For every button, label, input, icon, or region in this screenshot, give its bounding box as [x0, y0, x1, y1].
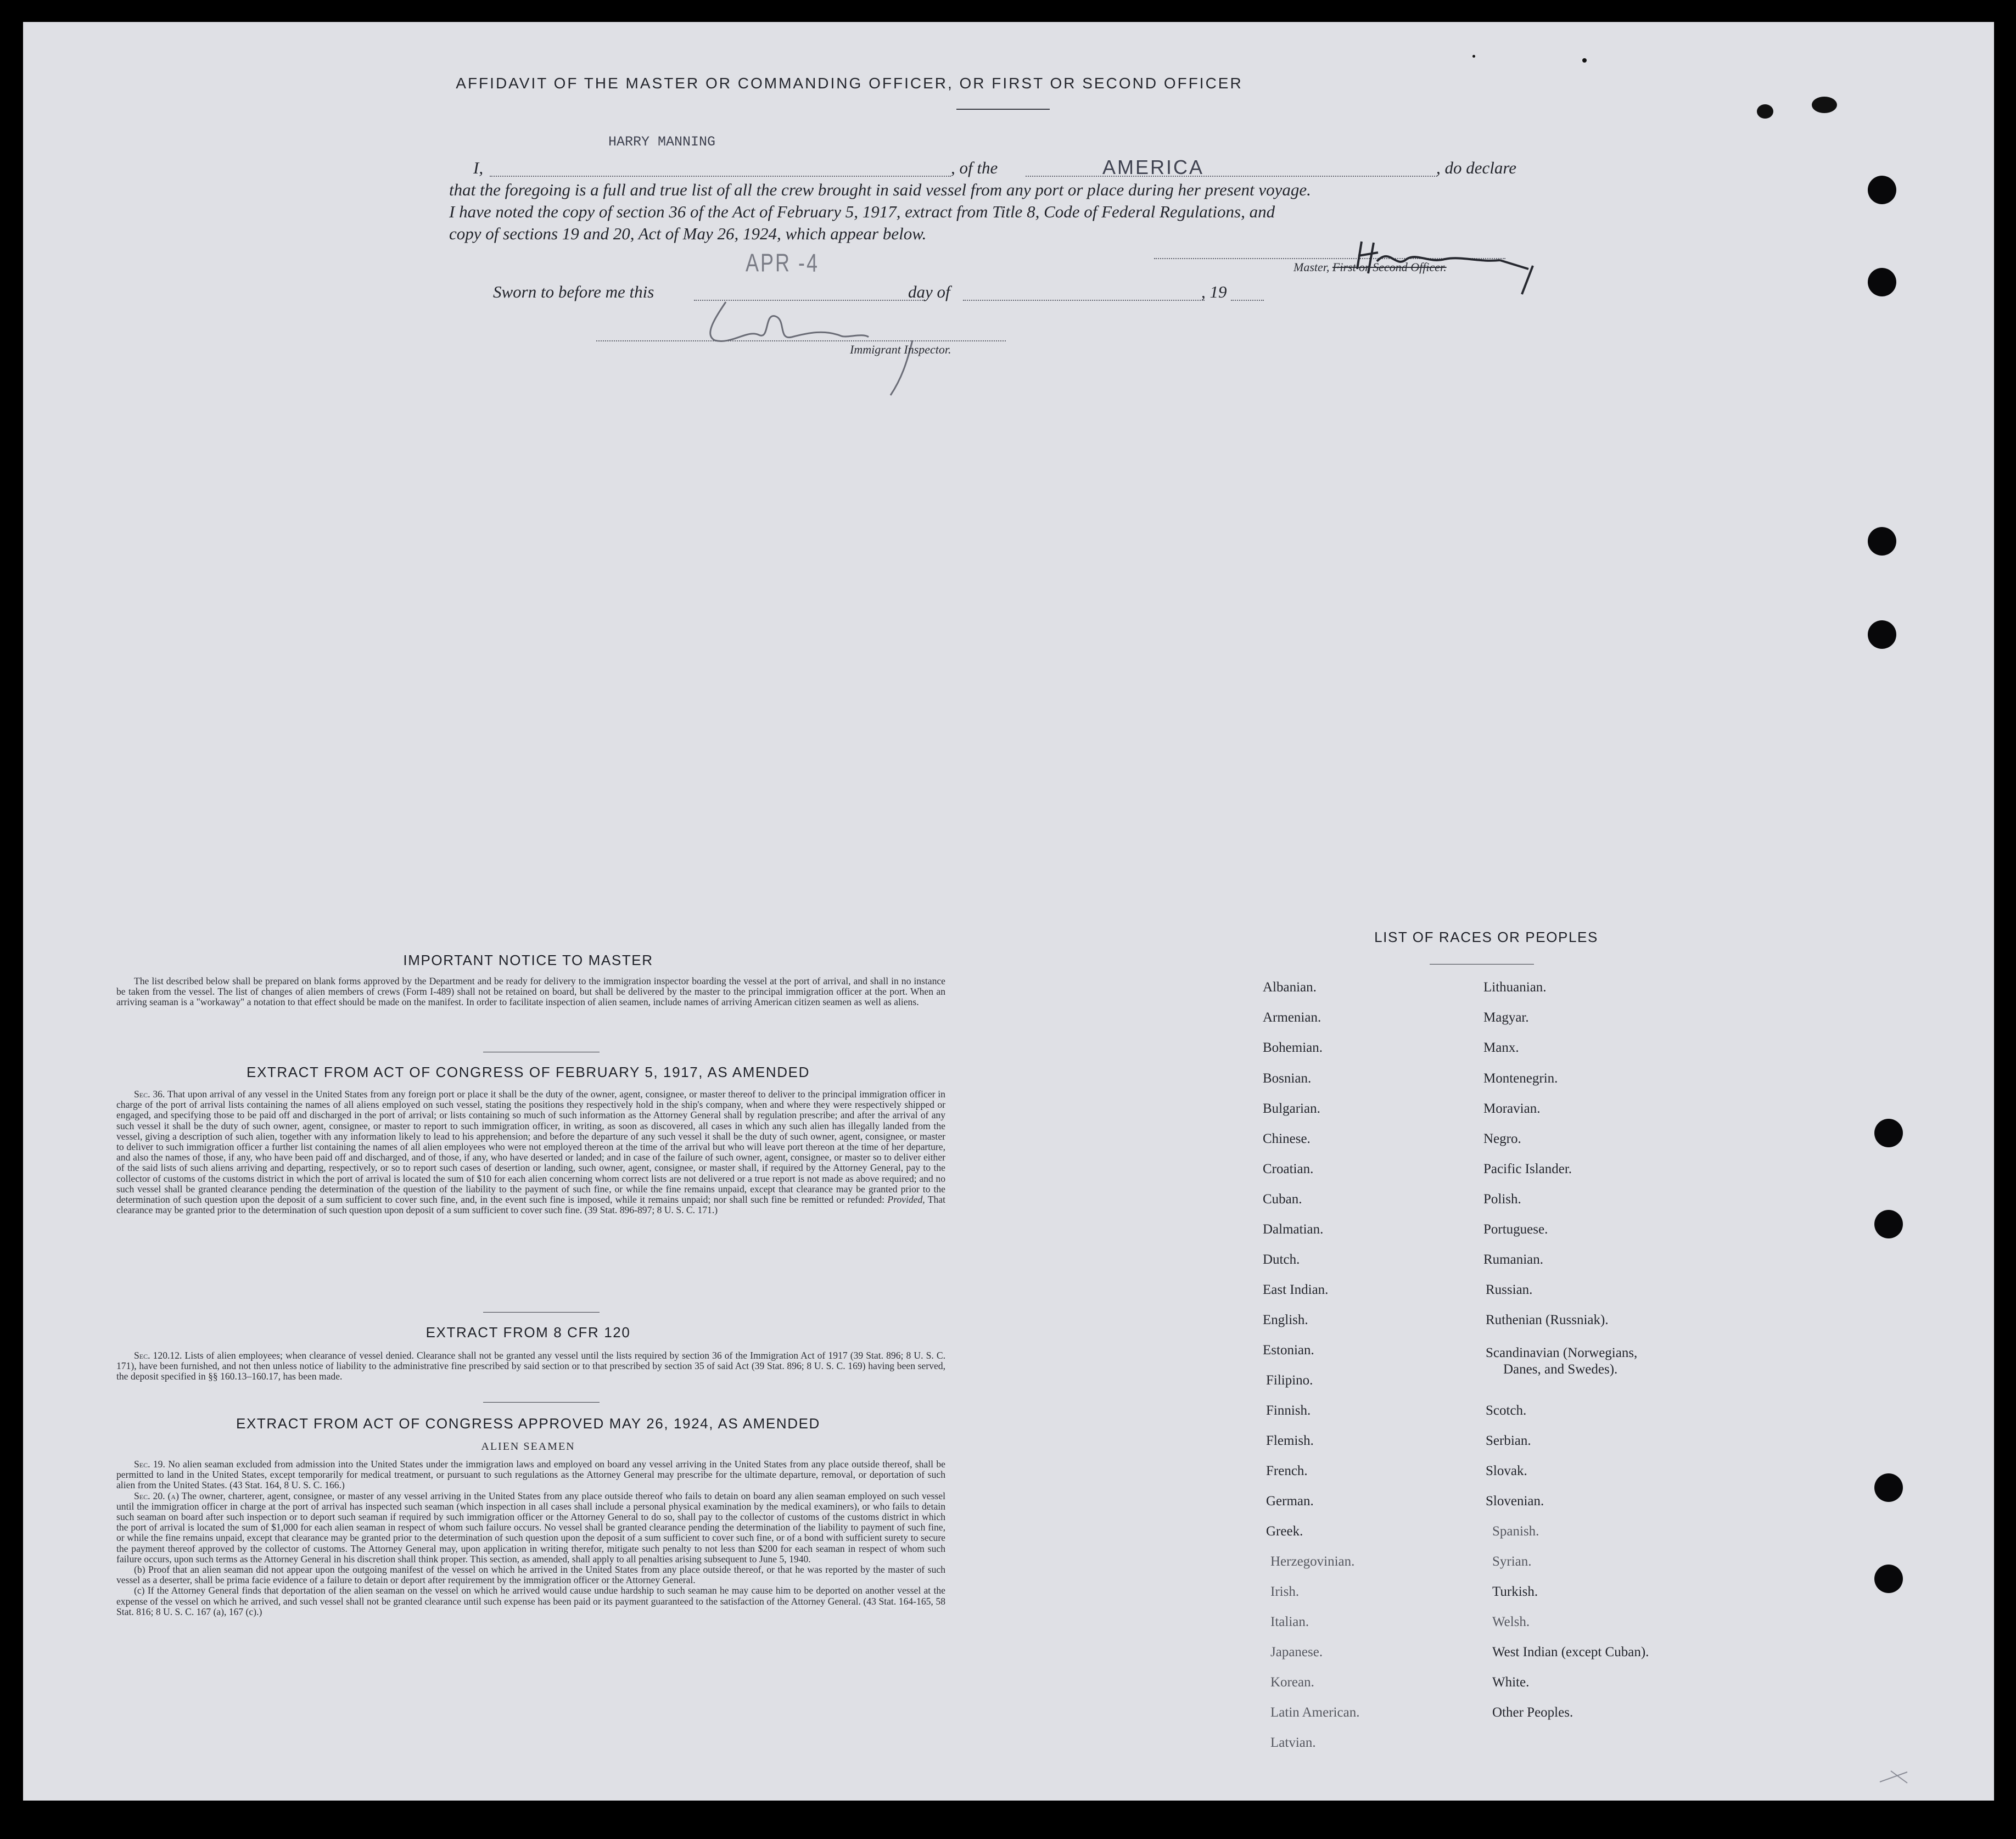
race-item: Spanish.: [1492, 1524, 1539, 1539]
race-item: Negro.: [1483, 1131, 1521, 1146]
affidavit-line-4: copy of sections 19 and 20, Act of May 26, 1924, which appear below.: [449, 224, 927, 243]
extract-cfr-divider: [483, 1402, 600, 1403]
race-item: Herzegovinian.: [1270, 1554, 1355, 1569]
race-item: Portuguese.: [1483, 1222, 1548, 1237]
race-item: Ruthenian (Russniak).: [1486, 1313, 1609, 1327]
sec-36-tail: That clearance may be granted prior to the determination of such question upon deposit of a sum sufficient to cover such fine. (39 Stat. 896-897; 8 U. S. C. 171.): [116, 1194, 945, 1216]
race-item: Russian.: [1486, 1282, 1533, 1297]
sec-19-text: No alien seaman excluded from admission into the United States under the immigration laws and employed on board any vessel arriving in the United States from any place outside thereof, shall be permitted to land in the United States, except temporarily for medical treatment, or pursuant to such regulations as the Attorney General may prescribe for the ultimate departure, removal, or deportation of such alien from the United States. (43 Stat. 164, 8 U. S. C. 166.): [116, 1459, 945, 1491]
affidavit-title: AFFIDAVIT OF THE MASTER OR COMMANDING OFFICER, OR FIRST OR SECOND OFFICER: [456, 75, 1243, 92]
extract-1917-body: [116, 1089, 945, 1215]
year-line: [1231, 300, 1264, 301]
extract-1917-divider: [483, 1312, 600, 1313]
race-item: German.: [1266, 1494, 1314, 1509]
race-item: Other Peoples.: [1492, 1705, 1573, 1720]
notice-body: [116, 976, 945, 1008]
sec-19-label: Sec. 19.: [134, 1459, 165, 1470]
race-item: Japanese.: [1270, 1645, 1323, 1659]
sec-20c-text: (c) If the Attorney General finds that deportation of the alien seaman on the vessel on which he arrived would cause undue hardship to such seaman he may cause him to be deported on another vessel at the expense of the vessel on which he arrived, and such vessel shall not be granted clearance until such expense has been paid or its payment guaranteed to the satisfaction of the Attorney General. (43 Stat. 164-165, 58 Stat. 816; 8 U. S. C. 167 (a), 167 (c).): [116, 1585, 945, 1617]
notice-title: IMPORTANT NOTICE TO MASTER: [403, 952, 653, 968]
of-the-text: , of the: [951, 158, 998, 177]
race-item: East Indian.: [1263, 1282, 1329, 1297]
race-item: Serbian.: [1486, 1433, 1531, 1448]
inspector-label: Immigrant Inspector.: [850, 343, 951, 356]
month-line: [963, 300, 1205, 301]
race-item: Estonian.: [1263, 1343, 1314, 1358]
race-item: French.: [1266, 1464, 1308, 1478]
master-signature-label: [1293, 260, 1447, 274]
race-item: Cuban.: [1263, 1192, 1302, 1207]
race-item: Italian.: [1270, 1614, 1309, 1629]
extract-1917-title: EXTRACT FROM ACT OF CONGRESS OF FEBRUARY 5, 1917, AS AMENDED: [247, 1064, 810, 1080]
race-item: Danes, and Swedes).: [1503, 1362, 1618, 1377]
race-item: Albanian.: [1263, 980, 1317, 995]
race-item: Greek.: [1266, 1524, 1303, 1539]
ink-speck: [1757, 104, 1773, 119]
sec-20a-text: The owner, charterer, agent, consignee, or master of any vessel arriving in the United States from any place outside thereof who fails to detain on board any alien seaman employed on such vessel until the immigration officer in charge at the port of arrival has inspected such seaman (which inspection in all cases shall include a personal physical examination by the medical examiners), or who fails to detain such seaman on board after such inspection or to deport such seaman if required by such immigration officer or the Attorney General to do so, shall pay to the collector of customs of the customs district in which the port of arrival is located the sum of $1,000 for each alien seaman in respect of whom such failure occurs. No vessel shall be granted clearance pending the determination of the liability to payment of such fine, or while the fine remains unpaid, except that clearance may be granted prior to the determination of such question upon the deposit of a sum sufficient to cover such fine, or of a bond with sufficient surety to secure the payment thereof approved by the collector of customs. The Attorney General may, upon application in writing therefor, mitigate such penalty to not less than $200 for each seaman in respect of whom such failure occurs, upon such terms as the Attorney General in his discretion shall think proper. This section, as amended, shall apply to all penalties arising subsequent to June 5, 1940.: [116, 1490, 945, 1565]
race-item: Magyar.: [1483, 1010, 1529, 1025]
race-item: Flemish.: [1266, 1433, 1314, 1448]
race-item: Slovenian.: [1486, 1494, 1544, 1509]
punch-hole: [1874, 1473, 1903, 1502]
struck-officer-label: First or Second Officer.: [1332, 260, 1447, 274]
race-item: Manx.: [1483, 1040, 1519, 1055]
race-item: Croatian.: [1263, 1162, 1314, 1176]
name-line: [490, 176, 951, 177]
race-item: Montenegrin.: [1483, 1071, 1558, 1086]
sec-36-label: Sec. 36.: [134, 1089, 165, 1100]
race-item: Scandinavian (Norwegians,: [1486, 1345, 1638, 1360]
race-item: Rumanian.: [1483, 1252, 1544, 1267]
races-title: LIST OF RACES OR PEOPLES: [1374, 929, 1598, 945]
race-item: Syrian.: [1492, 1554, 1532, 1569]
race-item: Moravian.: [1483, 1101, 1541, 1116]
proviso: Provided,: [887, 1194, 925, 1206]
race-item: Latvian.: [1270, 1735, 1316, 1750]
master-name: HARRY MANNING: [608, 134, 716, 150]
race-item: English.: [1263, 1313, 1308, 1327]
race-item: West Indian (except Cuban).: [1492, 1645, 1649, 1659]
sec-20-label: Sec. 20. (a): [134, 1490, 179, 1501]
race-item: Armenian.: [1263, 1010, 1321, 1025]
day-of-text: day of: [908, 282, 950, 301]
year-prefix: , 19: [1201, 282, 1227, 301]
do-declare-text: , do declare: [1436, 158, 1517, 177]
race-item: Dutch.: [1263, 1252, 1300, 1267]
sec-36-text: That upon arrival of any vessel in the United States from any foreign port or place it shall be the duty of the owner, agent, consignee, or master thereof to deliver to the principal immigration officer in charge of the port of arrival lists containing the names of all aliens employed on such vessel, stating the positions they respectively hold in the ship's company, when and where they were respectively shipped or engaged, and specifying those to be paid off and discharged in the port of arrival; or lists containing so much of such information as the Attorney General shall by regulation prescribe; and after the arrival of any such vessel it shall be the duty of such owner, agent, consignee, or master to report to such immigration officer, in writing, as soon as discovered, all cases in which any such alien has illegally landed from the vessel, giving a description of such alien, together with any information likely to lead to his apprehension; and before the departure of any such vessel it shall be the duty of such owner, agent, consignee, or master to deliver to such immigration officer a further list containing the names of all alien employees who were not employed thereon at the time of the arrival but who will leave port thereon at the time of her departure, and also the names of those, if any, who have been paid off and discharged, and of those, if any, who have deserted or landed; and in case of the failure of such owner, agent, consignee, or master so to deliver either of the said lists of such aliens arriving and departing, respectively, or so to report such cases of desertion or landing, such owner, agent, consignee, or master shall, if required by the Attorney General, pay to the collector of customs of the customs district in which the port of arrival is located the sum of $10 for each alien concerning whom correct lists are not delivered or a true report is not made as above required; and no such vessel shall be granted clearance pending the determination of the question of the liability to the payment of such fine, or while the fine remains unpaid, except that clearance may be granted prior to the determination of such question upon the deposit of a sum sufficient to cover such fine, and, in the event such fine is imposed, while it remains unpaid; nor shall such fine be remitted or refunded:: [116, 1089, 945, 1206]
sec-20b-text: (b) Proof that an alien seaman did not appear upon the outgoing manifest of the vessel on which he arrived in the United States from any place outside thereof, or that he was reported by the master of such vessel as a deserter, shall be prima facie evidence of a failure to detain or deport after requirement by the immigration officer or the Attorney General.: [116, 1564, 945, 1586]
document-sheet: [23, 22, 1994, 1801]
race-item: Bohemian.: [1263, 1040, 1323, 1055]
race-item: Latin American.: [1270, 1705, 1360, 1720]
extract-1924-body: [116, 1459, 945, 1617]
race-item: Welsh.: [1492, 1614, 1530, 1629]
race-item: Dalmatian.: [1263, 1222, 1324, 1237]
races-divider: [1430, 964, 1534, 965]
race-item: Korean.: [1270, 1675, 1314, 1690]
affidavit-line-2: that the foregoing is a full and true list of all the crew brought in said vessel from any port or place during her present voyage.: [449, 180, 1311, 199]
race-item: Slovak.: [1486, 1464, 1527, 1478]
inspector-signature: [682, 280, 967, 401]
race-item: Pacific Islander.: [1483, 1162, 1572, 1176]
race-item: White.: [1492, 1675, 1530, 1690]
race-item: Polish.: [1483, 1192, 1521, 1207]
punch-hole: [1868, 268, 1896, 296]
ink-speck: [1812, 97, 1837, 113]
affidavit-line-3: I have noted the copy of section 36 of the Act of February 5, 1917, extract from Title 8, Code of Federal Regulations, and: [449, 202, 1275, 221]
vessel-name: AMERICA: [1102, 156, 1205, 178]
race-item: Lithuanian.: [1483, 980, 1547, 995]
corner-mark: [1874, 1767, 1918, 1788]
title-divider: [956, 109, 1050, 110]
race-item: Bulgarian.: [1263, 1101, 1320, 1116]
punch-hole: [1868, 527, 1896, 556]
punch-hole: [1874, 1119, 1903, 1147]
sworn-text: Sworn to before me this: [493, 282, 654, 301]
sec-120-text: Lists of alien employees; when clearance of vessel denied. Clearance shall not be granted any vessel until the lists required by section 36 of the Immigration Act of 1917 (39 Stat. 896; 8 U. S. C. 171), have been furnished, and not then unless notice of liability to the administrative fine prescribed by said section or to that prescribed by section 35 of said Act (39 Stat. 896; 8 U. S. C. 169) having been served, the deposit specified in §§ 160.13–160.17, has been made.: [116, 1350, 945, 1382]
alien-seamen-subtitle: ALIEN SEAMEN: [481, 1440, 575, 1453]
affidavit-i: I,: [473, 158, 484, 177]
ink-speck: [1582, 58, 1587, 63]
master-label: Master,: [1293, 260, 1332, 274]
punch-hole: [1874, 1210, 1903, 1238]
sec-120-label: Sec. 120.12.: [134, 1350, 182, 1361]
race-item: Finnish.: [1266, 1403, 1311, 1418]
date-stamp: APR -4: [746, 248, 820, 277]
race-item: Bosnian.: [1263, 1071, 1312, 1086]
race-item: Scotch.: [1486, 1403, 1527, 1418]
extract-cfr-body: [116, 1350, 945, 1382]
punch-hole: [1868, 176, 1896, 204]
punch-hole: [1874, 1565, 1903, 1593]
vessel-line: [1026, 176, 1437, 177]
extract-1924-title: EXTRACT FROM ACT OF CONGRESS APPROVED MAY 26, 1924, AS AMENDED: [236, 1415, 820, 1432]
punch-hole: [1868, 620, 1896, 649]
extract-cfr-title: EXTRACT FROM 8 CFR 120: [425, 1324, 631, 1341]
race-item: Chinese.: [1263, 1131, 1311, 1146]
race-item: Irish.: [1270, 1584, 1300, 1599]
race-item: Turkish.: [1492, 1584, 1538, 1599]
ink-speck: [1472, 55, 1475, 58]
notice-paragraph: The list described below shall be prepared on blank forms approved by the Department and be ready for delivery to the immigration inspector boarding the vessel at the port of arrival, and shall in no instance be taken from the vessel. The list of changes of alien members of crews (Form I-489) shall not be retained on board, but shall be delivered by the master to the principal immigration officer at the port. When an arriving seaman is a "workaway" a notation to that effect should be made on the manifest. In order to facilitate inspection of alien seamen, include names of arriving American citizen seamen as well as aliens.: [116, 975, 945, 1008]
race-item: Filipino.: [1266, 1373, 1313, 1388]
